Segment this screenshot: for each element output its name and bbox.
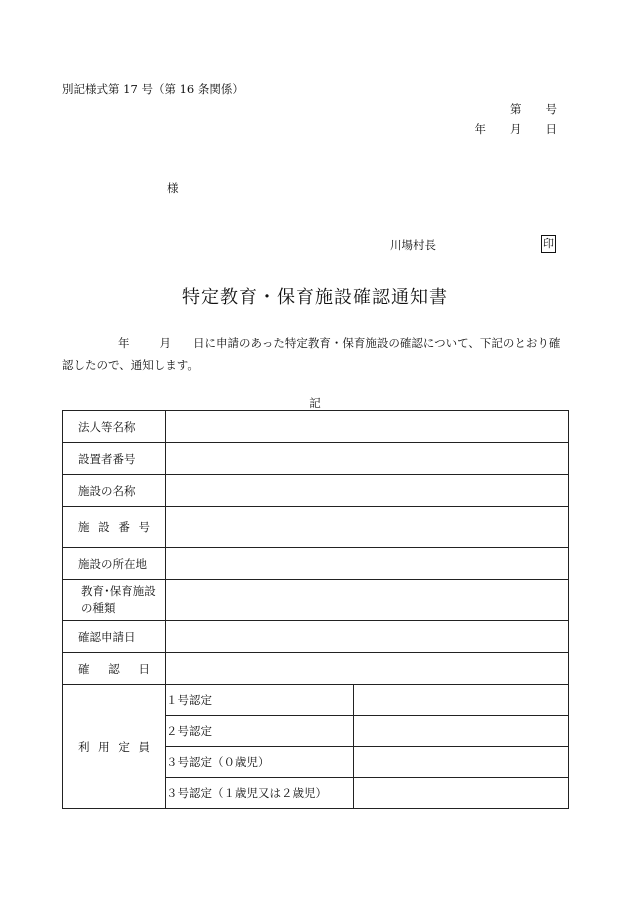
value-cell[interactable] (166, 443, 569, 475)
table-row (63, 653, 569, 685)
value-cell[interactable] (166, 653, 569, 685)
details-table (62, 410, 569, 809)
label-char: 確 (78, 661, 90, 676)
issuer-name: 川場村長 (390, 238, 436, 252)
row-label: 設置者番号 (63, 443, 166, 475)
table-row (63, 475, 569, 507)
label-char: 認 (108, 661, 120, 676)
row-label-spaced (63, 507, 166, 548)
seal-mark: 印 (541, 235, 556, 253)
table-row (63, 411, 569, 443)
addressee-suffix: 様 (167, 181, 179, 195)
capacity-value-cell[interactable] (354, 716, 569, 747)
row-label: 施設の名称 (63, 475, 166, 507)
form-number-label: 別記様式第 17 号（第 16 条関係） (62, 82, 244, 96)
capacity-item-label: ３号認定（０歳児） (166, 747, 354, 778)
ki-heading: 記 (309, 396, 321, 410)
body-paragraph (62, 332, 568, 376)
day-label: 日 (545, 122, 557, 136)
capacity-item-label: ２号認定 (166, 716, 354, 747)
row-label-two-line (63, 580, 166, 621)
table-row (63, 548, 569, 580)
number-suffix: 号 (545, 102, 557, 116)
capacity-row (63, 685, 569, 716)
number-prefix: 第 (510, 102, 522, 116)
body-month: 月 (159, 336, 171, 350)
row-label-spaced (63, 653, 166, 685)
capacity-item-label: ３号認定（１歳児又は２歳児） (166, 778, 354, 809)
table-row (63, 443, 569, 475)
label-char: 利 (78, 739, 90, 754)
document-title: 特定教育・保育施設確認通知書 (182, 287, 448, 308)
capacity-value-cell[interactable] (354, 778, 569, 809)
capacity-item-label: １号認定 (166, 685, 354, 716)
capacity-value-cell[interactable] (354, 747, 569, 778)
table-row (63, 580, 569, 621)
document-number-line (510, 101, 557, 117)
month-label: 月 (510, 122, 522, 136)
label-char: 号 (138, 520, 150, 534)
capacity-value-cell[interactable] (354, 685, 569, 716)
year-label: 年 (474, 122, 486, 136)
row-label: 施設の所在地 (63, 548, 166, 580)
value-cell[interactable] (166, 411, 569, 443)
table-row (63, 621, 569, 653)
label-char: 定 (118, 739, 130, 754)
body-year: 年 (118, 336, 130, 350)
label-char: 設 (98, 520, 110, 534)
label-line-2: の種類 (81, 601, 116, 615)
label-line-1: 教育･保育施設 (81, 584, 156, 598)
value-cell[interactable] (166, 580, 569, 621)
value-cell[interactable] (166, 548, 569, 580)
row-label: 確認申請日 (63, 621, 166, 653)
value-cell[interactable] (166, 507, 569, 548)
body-text: 日に申請のあった特定教育・保育施設の確認について、下記のとおり確認したので、通知します。 (62, 336, 561, 372)
label-char: 日 (138, 661, 150, 676)
label-char: 施 (78, 520, 90, 534)
label-char: 用 (98, 739, 110, 754)
capacity-label (63, 685, 166, 809)
label-char: 員 (138, 739, 150, 754)
table-row (63, 507, 569, 548)
issue-date-line (475, 121, 558, 137)
row-label: 法人等名称 (63, 411, 166, 443)
label-char: 番 (118, 520, 130, 534)
value-cell[interactable] (166, 475, 569, 507)
value-cell[interactable] (166, 621, 569, 653)
